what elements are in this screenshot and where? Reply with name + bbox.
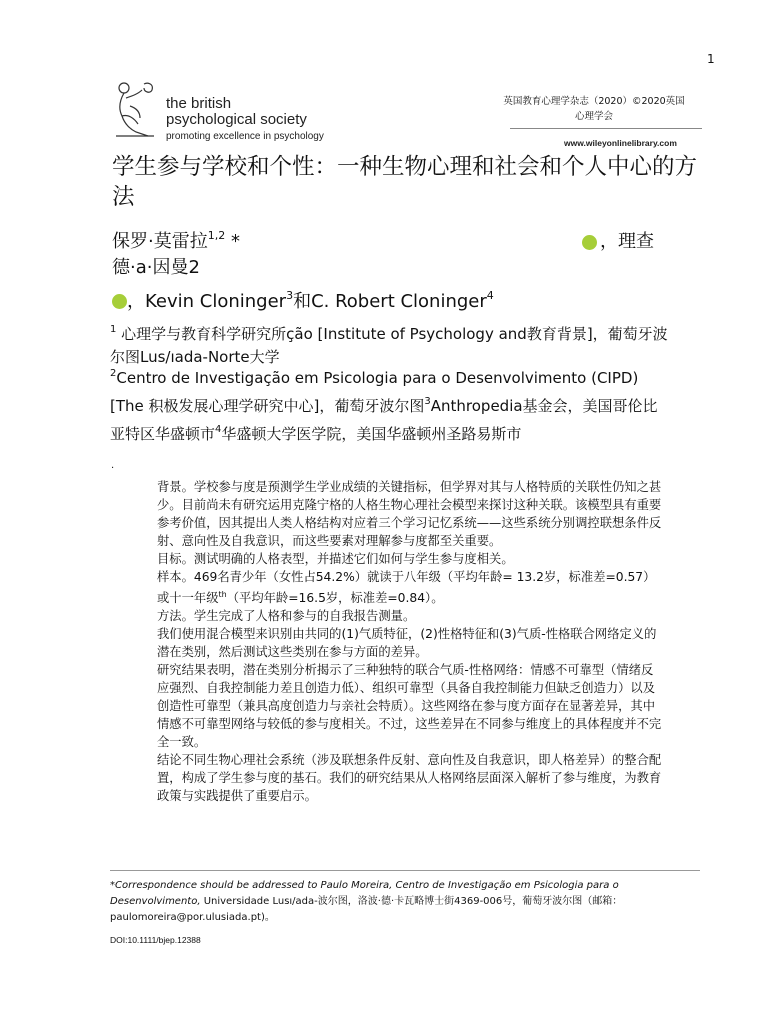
journal-citation bbox=[488, 94, 700, 124]
orcid-icon[interactable] bbox=[582, 235, 597, 250]
correspondence-note bbox=[110, 878, 702, 926]
affiliation-1-text: 心理学与教育科学研究所ção [Institute of Psychology and教育背景]，葡萄牙波尔图Lus/ıada-Norte大学 bbox=[110, 325, 668, 366]
abstract-sample-sup: th bbox=[218, 590, 227, 599]
orcid-icon[interactable] bbox=[112, 294, 127, 309]
logo-line-2: psychological society bbox=[166, 111, 307, 128]
logo-wordmark bbox=[166, 96, 324, 144]
correspondence-address: Universidade Lusı/ada-波尔图，洛波·德·卡瓦略博士街4369-006号，葡萄牙波尔图（邮箱：paulomoreira@por.ulusiada.pt)。 bbox=[110, 896, 623, 923]
logo-line-1: the british bbox=[166, 95, 232, 112]
abstract-sample bbox=[157, 568, 662, 607]
header-rule bbox=[510, 128, 702, 129]
author-line-1 bbox=[112, 223, 240, 255]
abstract-sample-b: （平均年龄=16.5岁，标准差=0.84）。 bbox=[226, 591, 444, 605]
author-1-star: * bbox=[225, 231, 240, 252]
affiliation-2 bbox=[110, 362, 670, 446]
abstract-conclusions: 结论不同生物心理社会系统（涉及联想条件反射、意向性及自我意识，即人格差异）的整合配置，构成了学生参与度的基石。我们的研究结果从人格网络层面深入解析了参与维度，为教育政策与实践提供了重要启示。 bbox=[157, 753, 662, 803]
affiliation-4-number: 4 bbox=[215, 424, 222, 435]
author-1-name: 保罗·莫雷拉 bbox=[112, 231, 208, 252]
author-4-affiliation: 4 bbox=[486, 289, 494, 302]
abstract-aims: 目标。测试明确的人格表型，并描述它们如何与学生参与度相关。 bbox=[157, 552, 514, 566]
affiliation-3-number: 3 bbox=[424, 396, 431, 407]
article-title: 学生参与学校和个性：一种生物心理和社会和个人中心的方法 bbox=[112, 154, 698, 210]
author-3-affiliation: 3 bbox=[286, 289, 294, 302]
abstract bbox=[157, 478, 662, 805]
journal-website-link[interactable]: www.wileyonlinelibrary.com bbox=[564, 138, 677, 148]
bps-logo bbox=[110, 78, 360, 148]
correspondence-italic: *Correspondence should be addressed to Paulo Moreira, Centro de Investigação em Psicologia para o Desenvolvimento, bbox=[110, 880, 619, 907]
author-2-cont: 德·a·因曼2 bbox=[112, 257, 200, 278]
affiliation-1-number: 1 bbox=[110, 324, 117, 335]
footnote-rule bbox=[110, 870, 700, 871]
journal-citation-line-1: 英国教育心理学杂志（2020）©2020英国 bbox=[503, 96, 685, 107]
psyche-figure-icon bbox=[110, 78, 162, 142]
affiliation-2-number: 2 bbox=[110, 368, 117, 379]
abstract-results: 研究结果表明，潜在类别分析揭示了三种独特的联合气质-性格网络：情感不可靠型（情绪反应强烈、自我控制能力差且创造力低）、组织可靠型（具备自我控制能力但缺乏创造力）以及创造性可靠型（兼具高度创造力与亲社会特质）。这些网络在参与度方面存在显著差异，其中情感不可靠型网络与较低的参与度相关。不过，这些差异在不同参与维度上的具体程度并不完全一致。 bbox=[157, 663, 662, 749]
affiliation-3-text: Anthropedia基金会，美国哥伦比亚特区华盛顿市 bbox=[110, 397, 658, 443]
author-4-name: 和C. Robert Cloninger bbox=[293, 291, 487, 312]
dot-mark: . bbox=[111, 460, 115, 471]
affiliation-2-text: Centro de Investigação em Psicologia para o Desenvolvimento (CIPD) [The 积极发展心理学研究中心]，葡萄牙波尔图 bbox=[110, 369, 639, 415]
affiliation-4-text: 华盛顿大学医学院，美国华盛顿州圣路易斯市 bbox=[221, 425, 522, 443]
journal-citation-line-2: 心理学会 bbox=[574, 111, 613, 122]
author-2-name: ，理查 bbox=[600, 231, 654, 252]
abstract-background: 背景。学校参与度是预测学生学业成绩的关键指标，但学界对其与人格特质的关联性仍知之甚少。目前尚未有研究运用克隆宁格的人格生物心理社会模型来探讨这种关联。该模型具有重要参考价值，因其提出人类人格结构对应着三个学习记忆系统——这些系统分别调控联想条件反射、意向性及自我意识，而这些要素对理解参与度都至关重要。 bbox=[157, 480, 662, 548]
author-line-3 bbox=[112, 283, 494, 315]
author-3-name: ，Kevin Cloninger bbox=[127, 291, 287, 312]
abstract-methods-1: 方法。学生完成了人格和参与的自我报告测量。 bbox=[157, 609, 416, 623]
abstract-sample-a: 样本。469名青少年（女性占54.2%）就读于八年级（平均年龄= 13.2岁，标准差=0.57）或十一年级 bbox=[157, 570, 656, 605]
logo-tagline: promoting excellence in psychology bbox=[166, 131, 324, 142]
page-number: 1 bbox=[707, 52, 715, 66]
doi-link[interactable]: DOI:10.1111/bjep.12388 bbox=[110, 935, 201, 945]
abstract-methods-2: 我们使用混合模型来识别由共同的(1)气质特征，(2)性格特征和(3)气质-性格联合网络定义的潜在类别，然后测试这些类别在参与方面的差异。 bbox=[157, 627, 657, 659]
author-1-affiliation: 1,2 bbox=[207, 229, 226, 242]
